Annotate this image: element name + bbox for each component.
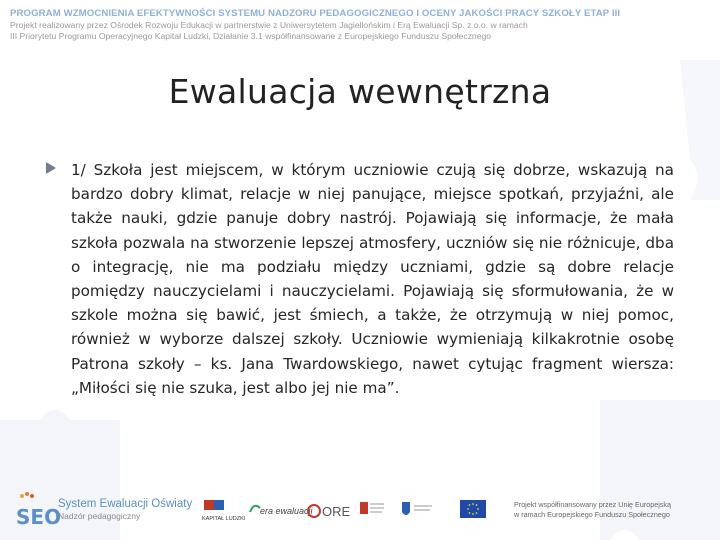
- ministry-emblem-icon: [356, 498, 386, 524]
- footer-logos: [0, 484, 720, 540]
- era-ewaluacji-label: era ewaluacji: [260, 506, 313, 516]
- ore-icon: [306, 498, 351, 524]
- project-description-line-1: Projekt realizowany przez Ośrodek Rozwoju Edukacji w partnerstwie z Uniwersytetem Jagiellońskim i Erą Ewaluacji Sp. z o.o. w ramach: [10, 20, 528, 30]
- program-title: PROGRAM WZMOCNIENIA EFEKTYWNOŚCI SYSTEMU NADZORU PEDAGOGICZNEGO I OCENY JAKOŚCI PRACY SZKOŁY ETAP III: [10, 8, 621, 19]
- project-description-line-2: III Priorytetu Programu Operacyjnego Kapitał Ludzki, Działanie 3.1 współfinansowane z Europejskiego Funduszu Społecznego: [10, 31, 492, 41]
- eu-cofinance-line-2: w ramach Europejskiego Funduszu Społecznego: [514, 510, 670, 519]
- bullet-list: [46, 158, 674, 400]
- slide-title: Ewaluacja wewnętrzna: [168, 72, 552, 111]
- seo-subtitle: Nadzór pedagogiczny: [58, 511, 141, 521]
- era-ewaluacji-logo: [246, 498, 313, 524]
- university-logo: [394, 498, 434, 524]
- program-header: [10, 8, 710, 42]
- seo-logo-icon: [14, 490, 62, 530]
- era-ewaluacji-icon: [246, 498, 313, 524]
- kapital-ludzki-logo: [200, 498, 246, 524]
- kapital-ludzki-label: KAPITAŁ LUDZKI: [202, 516, 246, 522]
- bullet-arrow-icon: [46, 162, 56, 174]
- eu-cofinance-line-1: Projekt współfinansowany przez Unię Europejską: [514, 500, 672, 509]
- bullet-text: 1/ Szkoła jest miejscem, w którym uczniowie czują się dobrze, wskazują na bardzo dobry klimat, relacje w niej panujące, miejsce spotkań, przyjaźni, ale także nauki, gdzie panuje dobry nastrój. Pojawiają się informacje, że mała szkoła pozwala na stworzenie lepszej atmosfery, uczniów się nie różnicuje, dba o integrację, nie ma podziału między uczniami, gdzie są dobre relacje pomiędzy nauczycielami i nauczycielami. Pojawiają się sformułowania, że w szkole można się bawić, jest śmiech, a także, że otrzymują w niej pomoc, również w wyborze dalszej szkoły. Uczniowie wymieniają kilkakrotnie osobę Patrona szkoły – ks. Jana Twardowskiego, nawet cytując fragment wiersza: „Miłości się nie szuka, jest albo jej nie ma”.: [71, 161, 674, 397]
- ore-logo: [306, 498, 351, 524]
- ministry-logo: [356, 498, 386, 524]
- university-crest-icon: [394, 498, 434, 524]
- kapital-ludzki-icon: [200, 498, 246, 524]
- seo-name: System Ewaluacji Oświaty: [58, 498, 193, 510]
- eu-flag-icon: [460, 500, 486, 518]
- eu-cofinance-text: [514, 500, 671, 520]
- seo-text-block: [58, 498, 192, 522]
- seo-logo-text: SEO: [16, 505, 62, 529]
- ore-label: ORE: [322, 504, 351, 519]
